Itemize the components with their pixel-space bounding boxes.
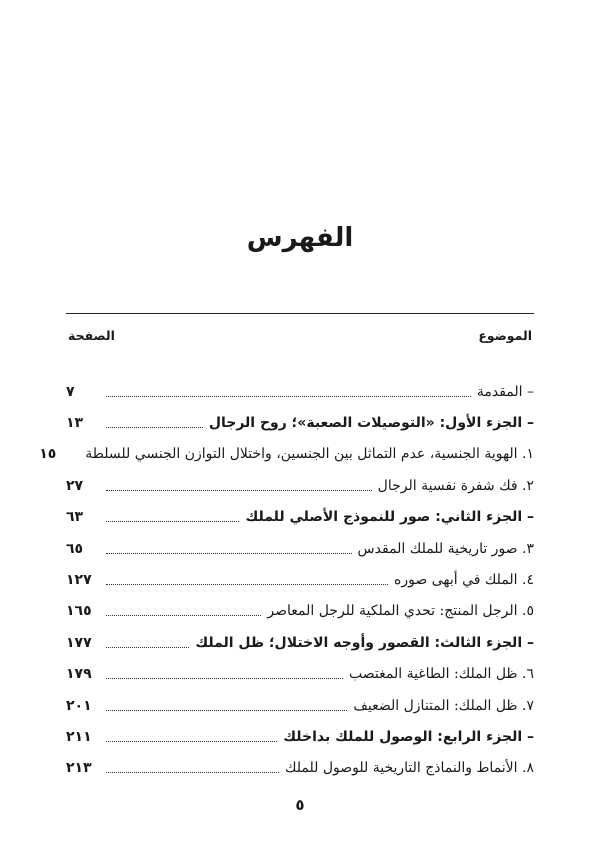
toc-entry-page: ٢٠١: [66, 697, 92, 714]
toc-chapter-2[interactable]: [66, 470, 534, 501]
toc-entry-title: ١. الهوية الجنسية، عدم التماثل بين الجنسين، واختلال التوازن الجنسي للسلطة: [85, 446, 534, 463]
toc-entry-title: ٢. فك شفرة نفسية الرجال: [377, 477, 534, 494]
toc-entry-title: – الجزء الثالث: القصور وأوجه الاختلال؛ ظل الملك: [195, 634, 534, 651]
toc-header-divider: [66, 313, 534, 314]
toc-entry-page: ٢١١: [66, 728, 92, 745]
toc-part-2[interactable]: [66, 502, 534, 533]
toc-entry-page: ٧: [66, 383, 75, 400]
toc-entry-title: ٤. الملك في أبهى صوره: [394, 572, 534, 589]
toc-part-1[interactable]: [66, 407, 534, 438]
dot-leader: [106, 772, 279, 773]
toc-chapter-5[interactable]: [66, 596, 534, 627]
toc-entry-title: ٨. الأنماط والنماذج التاريخية للوصول للملك: [284, 760, 534, 777]
toc-chapter-6[interactable]: [66, 659, 534, 690]
toc-part-4[interactable]: [66, 721, 534, 752]
toc-entry-title: – الجزء الرابع: الوصول للملك بداخلك: [283, 728, 534, 745]
dot-leader: [106, 741, 277, 742]
dot-leader: [106, 553, 352, 554]
page-title: الفهرس: [246, 223, 354, 254]
toc-entry-page: ٦٣: [66, 509, 84, 526]
dot-leader: [106, 647, 189, 648]
toc-entry-title: ٣. صور تاريخية للملك المقدس: [357, 540, 534, 557]
toc-entry-page: ١٥: [39, 446, 57, 463]
toc-entry-page: ٢١٣: [66, 760, 92, 777]
toc-part-3[interactable]: [66, 627, 534, 658]
toc-entry-page: ١٧٩: [66, 666, 92, 683]
toc-chapter-4[interactable]: [66, 564, 534, 595]
dot-leader: [106, 710, 347, 711]
toc-header-page: الصفحة: [68, 328, 115, 343]
toc-entry-title: – المقدمة: [476, 383, 534, 400]
dot-leader: [106, 521, 239, 522]
toc-entry-page: ١٢٧: [66, 572, 92, 589]
dot-leader: [106, 678, 343, 679]
dot-leader: [106, 490, 372, 491]
toc-entry-page: ١٦٥: [66, 603, 92, 620]
dot-leader: [106, 396, 471, 397]
toc-list: [39, 376, 534, 784]
toc-entry-title: – الجزء الأول: «التوصيلات الصعبة»؛ روح الرجال: [208, 415, 534, 432]
toc-chapter-7[interactable]: [66, 690, 534, 721]
toc-entry-page: ٢٧: [66, 477, 84, 494]
toc-header-subject: الموضوع: [478, 328, 532, 343]
toc-chapter-1[interactable]: [39, 439, 534, 470]
footer-page-number: ٥: [295, 796, 305, 814]
toc-header: [66, 328, 534, 348]
dot-leader: [106, 427, 203, 428]
toc-entry-page: ١٧٧: [66, 634, 92, 651]
toc-entry-page: ١٣: [66, 415, 84, 432]
toc-entry-title: ٦. ظل الملك: الطاغية المغتصب: [349, 666, 534, 683]
dot-leader: [106, 584, 388, 585]
toc-chapter-3[interactable]: [66, 533, 534, 564]
toc-entry-page: ٦٥: [66, 540, 84, 557]
toc-entry-title: ٧. ظل الملك: المتنازل الضعيف: [353, 697, 534, 714]
toc-entry-introduction[interactable]: [66, 376, 534, 407]
toc-entry-title: – الجزء الثاني: صور للنموذج الأصلي للملك: [245, 509, 534, 526]
toc-chapter-8[interactable]: [66, 753, 534, 784]
toc-entry-title: ٥. الرجل المنتج: تحدي الملكية للرجل المعاصر: [267, 603, 534, 620]
dot-leader: [106, 615, 261, 616]
